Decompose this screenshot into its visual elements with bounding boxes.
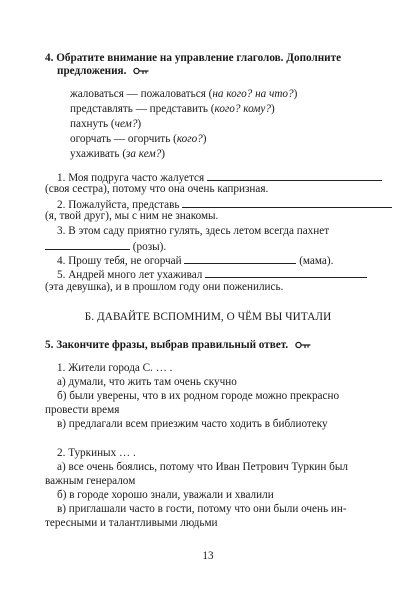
sentence-3: 3. В этом саду приятно гулять, здесь летом всегда пахнет bbox=[57, 225, 330, 237]
exercise-4-title-line1: 4. Обратите внимание на управление глаголов. Дополните bbox=[45, 52, 342, 64]
option-2c: в) приглашали часто в гости, потому что они были очень ин- bbox=[57, 503, 347, 515]
sentence-3-cont: (розы). bbox=[45, 239, 166, 254]
verb-pair: пахнуть (чем?) bbox=[70, 118, 142, 130]
answer-blank[interactable] bbox=[182, 197, 392, 208]
option-2a: а) все очень боялись, потому что Иван Петрович Туркин был bbox=[57, 461, 348, 473]
sentence-4: 4. Прошу тебя, не огорчай (мама). bbox=[57, 255, 334, 267]
exercise-4-title-line2: предложения. bbox=[57, 65, 149, 78]
option-2c-cont: тересными и талантливыми людьми bbox=[45, 517, 218, 529]
sentence-5: 5. Андрей много лет ухаживал bbox=[57, 267, 367, 282]
sentence-1-cont: (своя сестра), потому что она очень капризная. bbox=[45, 183, 269, 195]
answer-blank[interactable] bbox=[207, 170, 382, 181]
verb-pair: ухаживать (за кем?) bbox=[70, 148, 165, 160]
option-1b-cont: провести время bbox=[45, 404, 120, 416]
option-1c: в) предлагали всем приезжим часто ходить в библиотеку bbox=[57, 418, 328, 430]
key-icon bbox=[295, 341, 311, 349]
option-2b: б) в городе хорошо знали, уважали и хвалили bbox=[57, 489, 274, 501]
verb-pair: представлять — представить (кого? кому?) bbox=[70, 103, 275, 115]
option-1a: а) думали, что жить там очень скучно bbox=[57, 376, 237, 388]
answer-blank[interactable] bbox=[205, 267, 367, 278]
option-2a-cont: важным генералом bbox=[45, 475, 136, 487]
sentence-5-cont: (эта девушка), и в прошлом году они поженились. bbox=[45, 281, 284, 293]
page-number: 13 bbox=[202, 550, 214, 562]
sentence-1: 1. Моя подруга часто жалуется bbox=[57, 170, 382, 185]
question-1: 1. Жители города С. … . bbox=[57, 362, 173, 374]
sentence-2-cont: (я, твой друг), мы с ним не знакомы. bbox=[45, 210, 219, 222]
sentence-2: 2. Пожалуйста, представь bbox=[57, 197, 392, 212]
section-heading: Б. ДАВАЙТЕ ВСПОМНИМ, О ЧЁМ ВЫ ЧИТАЛИ bbox=[84, 311, 332, 323]
option-1b: б) были уверены, что в их родном городе можно прекрасно bbox=[57, 390, 340, 402]
answer-blank[interactable] bbox=[45, 239, 130, 250]
verb-pair: огорчать — огорчить (кого?) bbox=[70, 133, 207, 145]
key-icon bbox=[133, 67, 149, 75]
exercise-5-title: 5. Закончите фразы, выбрав правильный ответ. bbox=[45, 339, 311, 352]
verb-pair: жаловаться — пожаловаться (на кого? на что?) bbox=[70, 88, 298, 100]
question-2: 2. Туркиных … . bbox=[57, 447, 136, 459]
answer-blank[interactable] bbox=[184, 253, 296, 264]
